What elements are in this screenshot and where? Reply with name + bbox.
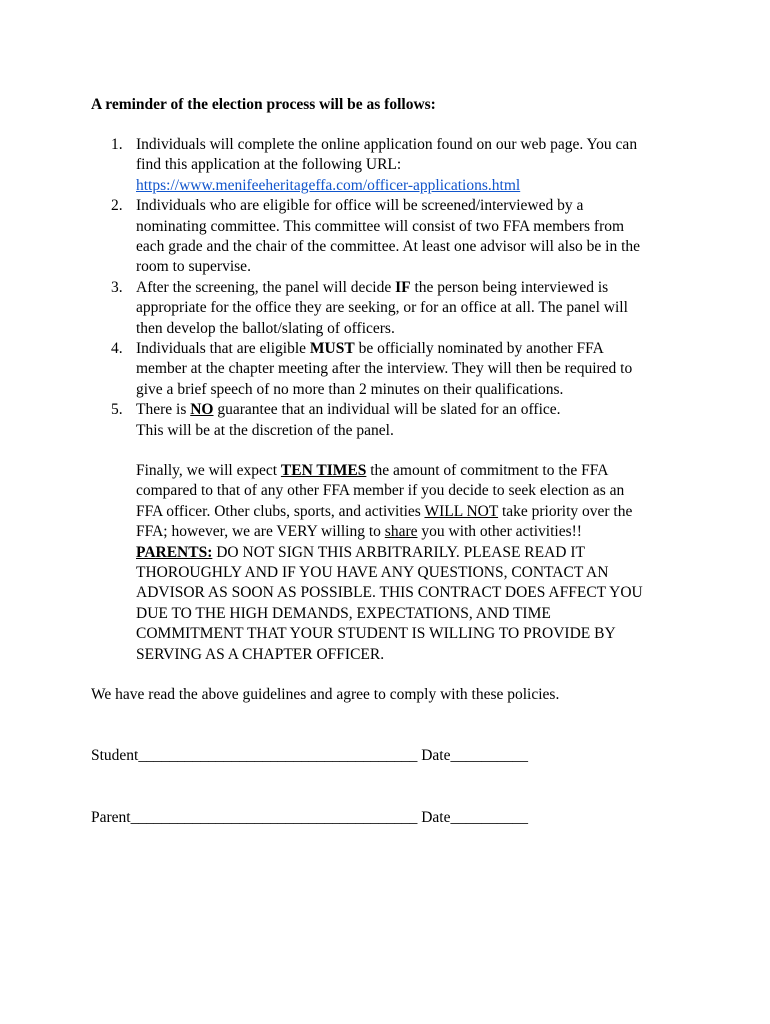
agreement-statement: We have read the above guidelines and agree to comply with these policies. (91, 686, 560, 703)
item-number: 4. (111, 340, 123, 358)
paragraph-line: ADVISOR AS SOON AS POSSIBLE. THIS CONTRACT DOES AFFECT YOU (136, 584, 643, 602)
paragraph-line: compared to that of any other FFA member if you decide to seek election as an (136, 482, 625, 500)
item-text-line: After the screening, the panel will decide IF the person being interviewed is (136, 278, 609, 296)
list-item (111, 135, 681, 196)
list-item (111, 339, 681, 400)
item-text-line: Individuals will complete the online application found on our web page. You can (136, 136, 638, 153)
item-text-line: Individuals that are eligible MUST be officially nominated by another FFA (136, 340, 604, 358)
paragraph-line: FFA officer. Other clubs, sports, and activities WILL NOT take priority over the (136, 502, 633, 520)
item-text-line: Individuals who are eligible for office will be screened/interviewed by a (136, 197, 584, 215)
item-text-line: each grade and the chair of the committee. At least one advisor will also be in the (136, 238, 641, 256)
list-item (111, 196, 681, 278)
item-text-line: member at the chapter meeting after the interview. They will then be required to (136, 360, 633, 378)
emphasis-share: share (384, 523, 418, 541)
item-text-line: There is NO guarantee that an individual will be slated for an office. (136, 401, 561, 419)
item-text-line: then develop the ballot/slating of officers. (136, 319, 395, 337)
item-number: 5. (111, 401, 123, 419)
paragraph-line: SERVING AS A CHAPTER OFFICER. (136, 645, 385, 663)
item-text-line: This will be at the discretion of the panel. (136, 421, 394, 439)
list-item (111, 278, 681, 339)
item-number: 3. (111, 278, 123, 296)
commitment-paragraph (136, 461, 681, 665)
item-text-line: nominating committee. This committee will consist of two FFA members from (136, 217, 625, 235)
emphasis-if: IF (395, 278, 411, 296)
paragraph-line: COMMITMENT THAT YOUR STUDENT IS WILLING TO PROVIDE BY (136, 625, 616, 643)
list-item (111, 400, 681, 441)
parents-label: PARENTS: (136, 543, 213, 561)
officer-application-link[interactable]: https://www.menifeeheritageffa.com/officer-applications.html (136, 176, 521, 194)
paragraph-line: FFA; however, we are VERY willing to share you with other activities!! (136, 523, 582, 541)
item-text-line: give a brief speech of no more than 2 minutes on their qualifications. (136, 380, 564, 398)
paragraph-line: PARENTS: DO NOT SIGN THIS ARBITRARILY. PLEASE READ IT (136, 543, 585, 561)
emphasis-must: MUST (309, 340, 355, 358)
item-text-line: room to supervise. (136, 258, 251, 276)
student-signature-line[interactable]: Student____________________________________ Date__________ (91, 747, 528, 764)
paragraph-line: DUE TO THE HIGH DEMANDS, EXPECTATIONS, AND TIME (136, 604, 551, 622)
emphasis-will-not: WILL NOT (424, 502, 499, 520)
item-number: 2. (111, 197, 123, 215)
section-heading: A reminder of the election process will be as follows: (91, 96, 436, 113)
item-text-line: find this application at the following URL: (136, 156, 402, 174)
parent-signature-line[interactable]: Parent_____________________________________ Date__________ (91, 809, 528, 826)
election-steps-list (111, 135, 681, 441)
emphasis-ten-times: TEN TIMES (280, 462, 367, 479)
item-text-line: appropriate for the office they are seeking, or for an office at all. The panel will (136, 299, 628, 317)
paragraph-line: THOROUGHLY AND IF YOU HAVE ANY QUESTIONS, CONTACT AN (136, 564, 609, 582)
paragraph-line: Finally, we will expect TEN TIMES the amount of commitment to the FFA (136, 462, 609, 479)
emphasis-no: NO (190, 401, 214, 419)
item-number: 1. (111, 136, 123, 153)
